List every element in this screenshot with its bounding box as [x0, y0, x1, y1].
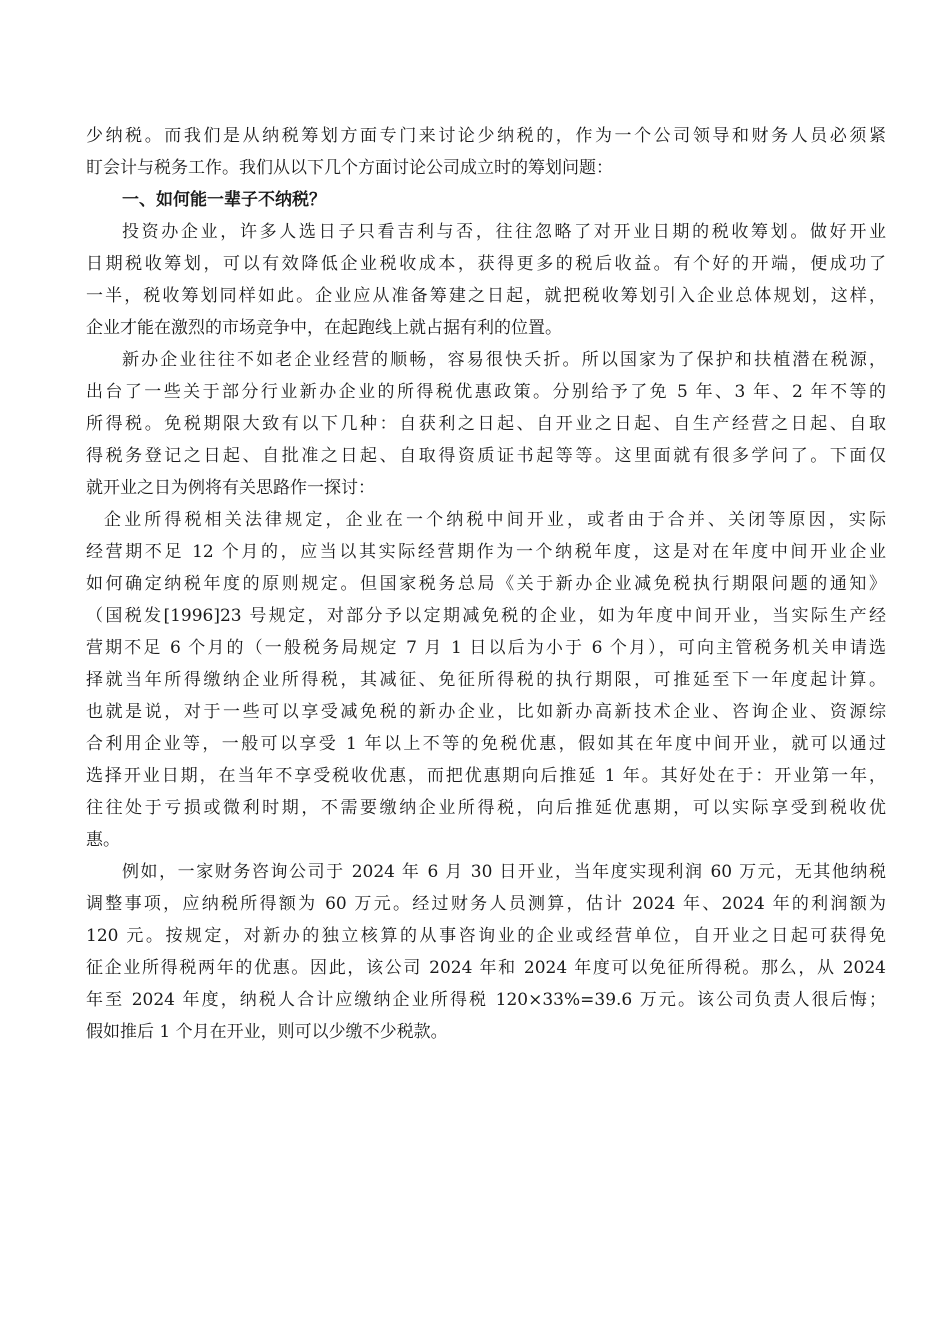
document-page: [86, 120, 886, 1048]
intro-paragraph: [86, 120, 886, 184]
text-line: 新办企业往往不如老企业经营的顺畅，容易很快夭折。所以国家为了保护和扶植潜在税源，: [122, 350, 886, 370]
text-line: 也就是说，对于一些可以享受减免税的新办企业，比如新办高新技术企业、咨询企业、资源综: [86, 702, 886, 722]
text-line: （国税发[1996]23 号规定，对部分予以定期减免税的企业，如为年度中间开业，当实际生产经: [86, 606, 886, 626]
paragraph-new-enterprise: [86, 344, 886, 504]
text-line: 征企业所得税两年的优惠。因此，该公司 2024 年和 2024 年度可以免征所得税。那么，从 2024: [86, 958, 886, 978]
paragraph-opening-date: [86, 216, 886, 344]
text-line: 选择开业日期，在当年不享受税收优惠，而把优惠期向后推延 1 年。其好处在于：开业第一年，: [86, 766, 886, 786]
text-line: 往往处于亏损或微利时期，不需要缴纳企业所得税，向后推延优惠期，可以实际享受到税收优: [86, 798, 886, 818]
text-line: 择就当年所得缴纳企业所得税，其减征、免征所得税的执行期限，可推延至下一年度起计算。: [86, 670, 886, 690]
paragraph-legal-provisions: [86, 504, 886, 856]
text-line: 年至 2024 年度，纳税人合计应缴纳企业所得税 120×33%=39.6 万元。该公司负责人很后悔；: [86, 990, 886, 1010]
text-line: 营期不足 6 个月的（一般税务局规定 7 月 1 日以后为小于 6 个月），可向主管税务机关申请选: [86, 638, 886, 658]
text-line: 调整事项，应纳税所得额为 60 万元。经过财务人员测算，估计 2024 年、2024 年的利润额为: [86, 894, 886, 914]
text-line: 就开业之日为例将有关思路作一探讨：: [86, 478, 375, 498]
text-line: 出台了一些关于部分行业新办企业的所得税优惠政策。分别给予了免 5 年、3 年、2 年不等的: [86, 382, 886, 402]
text-line: 所得税。免税期限大致有以下几种：自获利之日起、自开业之日起、自生产经营之日起、自取: [86, 414, 886, 434]
text-line: 得税务登记之日起、自批准之日起、自取得资质证书起等等。这里面就有很多学问了。下面仅: [86, 446, 886, 466]
text-line: 投资办企业，许多人选日子只看吉利与否，往往忽略了对开业日期的税收筹划。做好开业: [122, 222, 886, 242]
text-line: 企业才能在激烈的市场竞争中，在起跑线上就占据有利的位置。: [86, 318, 562, 338]
text-line: 一半，税收筹划同样如此。企业应从准备筹建之日起，就把税收筹划引入企业总体规划，这样，: [86, 286, 886, 306]
text-line: 盯会计与税务工作。我们从以下几个方面讨论公司成立时的筹划问题：: [86, 158, 613, 178]
text-line: 企业所得税相关法律规定，企业在一个纳税中间开业，或者由于合并、关闭等原因，实际: [104, 510, 886, 530]
text-line: 如何确定纳税年度的原则规定。但国家税务总局《关于新办企业减免税执行期限问题的通知》: [86, 574, 886, 594]
text-line: 日期税收筹划，可以有效降低企业税收成本，获得更多的税后收益。有个好的开端，便成功了: [86, 254, 886, 274]
text-line: 惠。: [86, 830, 120, 850]
paragraph-example: [86, 856, 886, 1048]
text-line: 例如，一家财务咨询公司于 2024 年 6 月 30 日开业，当年度实现利润 60 万元，无其他纳税: [122, 862, 886, 882]
text-line: 120 元。按规定，对新办的独立核算的从事咨询业的企业或经营单位，自开业之日起可获得免: [86, 926, 886, 946]
text-line: 假如推后 1 个月在开业，则可以少缴不少税款。: [86, 1022, 448, 1042]
section-heading: 一、如何能一辈子不纳税？: [122, 190, 326, 210]
text-line: 少纳税。而我们是从纳税筹划方面专门来讨论少纳税的，作为一个公司领导和财务人员必须紧: [86, 126, 886, 146]
text-line: 合利用企业等，一般可以享受 1 年以上不等的免税优惠，假如其在年度中间开业，就可以通过: [86, 734, 886, 754]
text-line: 经营期不足 12 个月的，应当以其实际经营期作为一个纳税年度，这是对在年度中间开业企业: [86, 542, 886, 562]
